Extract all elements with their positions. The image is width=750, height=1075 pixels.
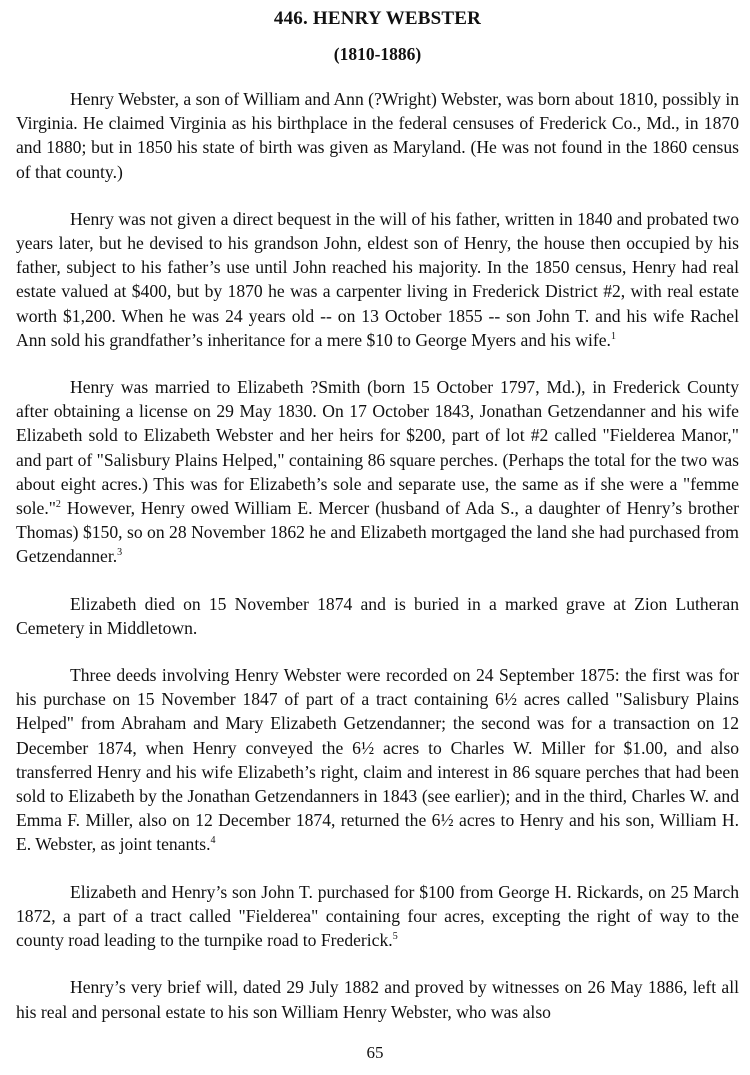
footnote-ref: 2 [55, 499, 61, 511]
paragraph-john-purchase [16, 880, 739, 953]
paragraph-text: Henry Webster, a son of William and Ann (?Wright) Webster, was born about 1810, possibly in Virginia. He claimed Virginia as his birthplace in the federal censuses of Frederick Co., Md., in 1870 and 1880; but in 1850 his state of birth was given as Maryland. (He was not found in the 1860 census of that county.) [16, 89, 739, 182]
footnote-ref: 4 [210, 835, 216, 847]
paragraph-inheritance [16, 207, 739, 352]
paragraph-text: Henry was married to Elizabeth ?Smith (born 15 October 1797, Md.), in Frederick County after obtaining a license on 29 May 1830. On 17 October 1843, Jonathan Getzendanner and his wife Elizabeth sold to Elizabeth Webster and her heirs for $200, part of lot #2 called "Fielderea Manor," and part of "Salisbury Plains Helped," containing 86 square perches. (Perhaps the total for the two was about eight acres.) This was for Elizabeth’s sole and separate use, the same as if she were a "femme sole." [16, 377, 739, 519]
paragraph-text: However, Henry owed William E. Mercer (husband of Ada S., a daughter of Henry’s brother Thomas) $150, so on 28 November 1862 he and Elizabeth mortgaged the land she had purchased from Getzendanner. [16, 498, 739, 567]
paragraph-deeds [16, 663, 739, 857]
paragraph-text: Henry was not given a direct bequest in the will of his father, written in 1840 and probated two years later, but he devised to his grandson John, eldest son of Henry, the house then occupied by his father, subject to his father’s use until John reached his majority. In the 1850 census, Henry had real estate valued at $400, but by 1870 he was a carpenter living in Frederick District #2, with real estate worth $1,200. When he was 24 years old -- on 13 October 1855 -- son John T. and his wife Rachel Ann sold his grandfather’s inheritance for a mere $10 to George Myers and his wife. [16, 208, 739, 350]
paragraph-elizabeth-death [16, 592, 739, 640]
paragraph-text: Henry’s very brief will, dated 29 July 1882 and proved by witnesses on 26 May 1886, left all his real and personal estate to his son William Henry Webster, who was also [16, 977, 739, 1022]
paragraph-marriage [16, 375, 739, 569]
footnote-ref: 3 [117, 547, 123, 559]
page-title: 446. HENRY WEBSTER [273, 8, 482, 29]
paragraph-text: Elizabeth and Henry’s son John T. purchased for $100 from George H. Rickards, on 25 March 1872, a part of a tract called "Fielderea" containing four acres, excepting the right of way to the county road leading to the turnpike road to Frederick. [16, 881, 739, 951]
paragraph-text: Three deeds involving Henry Webster were recorded on 24 September 1875: the first was for his purchase on 15 November 1847 of part of a tract containing 6½ acres called "Salisbury Plains Helped" from Abraham and Mary Elizabeth Getzendanner; the second was for a transaction on 12 December 1874, when Henry conveyed the 6½ acres to Charles W. Miller for $1.00, and also transferred Henry and his wife Elizabeth’s right, claim and interest in 86 square perches that had been sold to Elizabeth by the Jonathan Getzendanners in 1843 (see earlier); and in the third, Charles W. and Emma F. Miller, also on 12 December 1874, returned the 6½ acres to Henry and his son, William H. E. Webster, as joint tenants. [16, 665, 739, 855]
page-number: 65 [366, 1043, 384, 1062]
paragraph-text: Elizabeth died on 15 November 1874 and is buried in a marked grave at Zion Lutheran Cemetery in Middletown. [16, 593, 739, 638]
paragraph-will [16, 975, 739, 1023]
paragraph-birth [16, 87, 739, 184]
life-dates: (1810-1886) [333, 44, 422, 64]
document-page [16, 0, 739, 1024]
footnote-ref: 1 [610, 330, 616, 342]
footnote-ref: 5 [392, 931, 398, 943]
